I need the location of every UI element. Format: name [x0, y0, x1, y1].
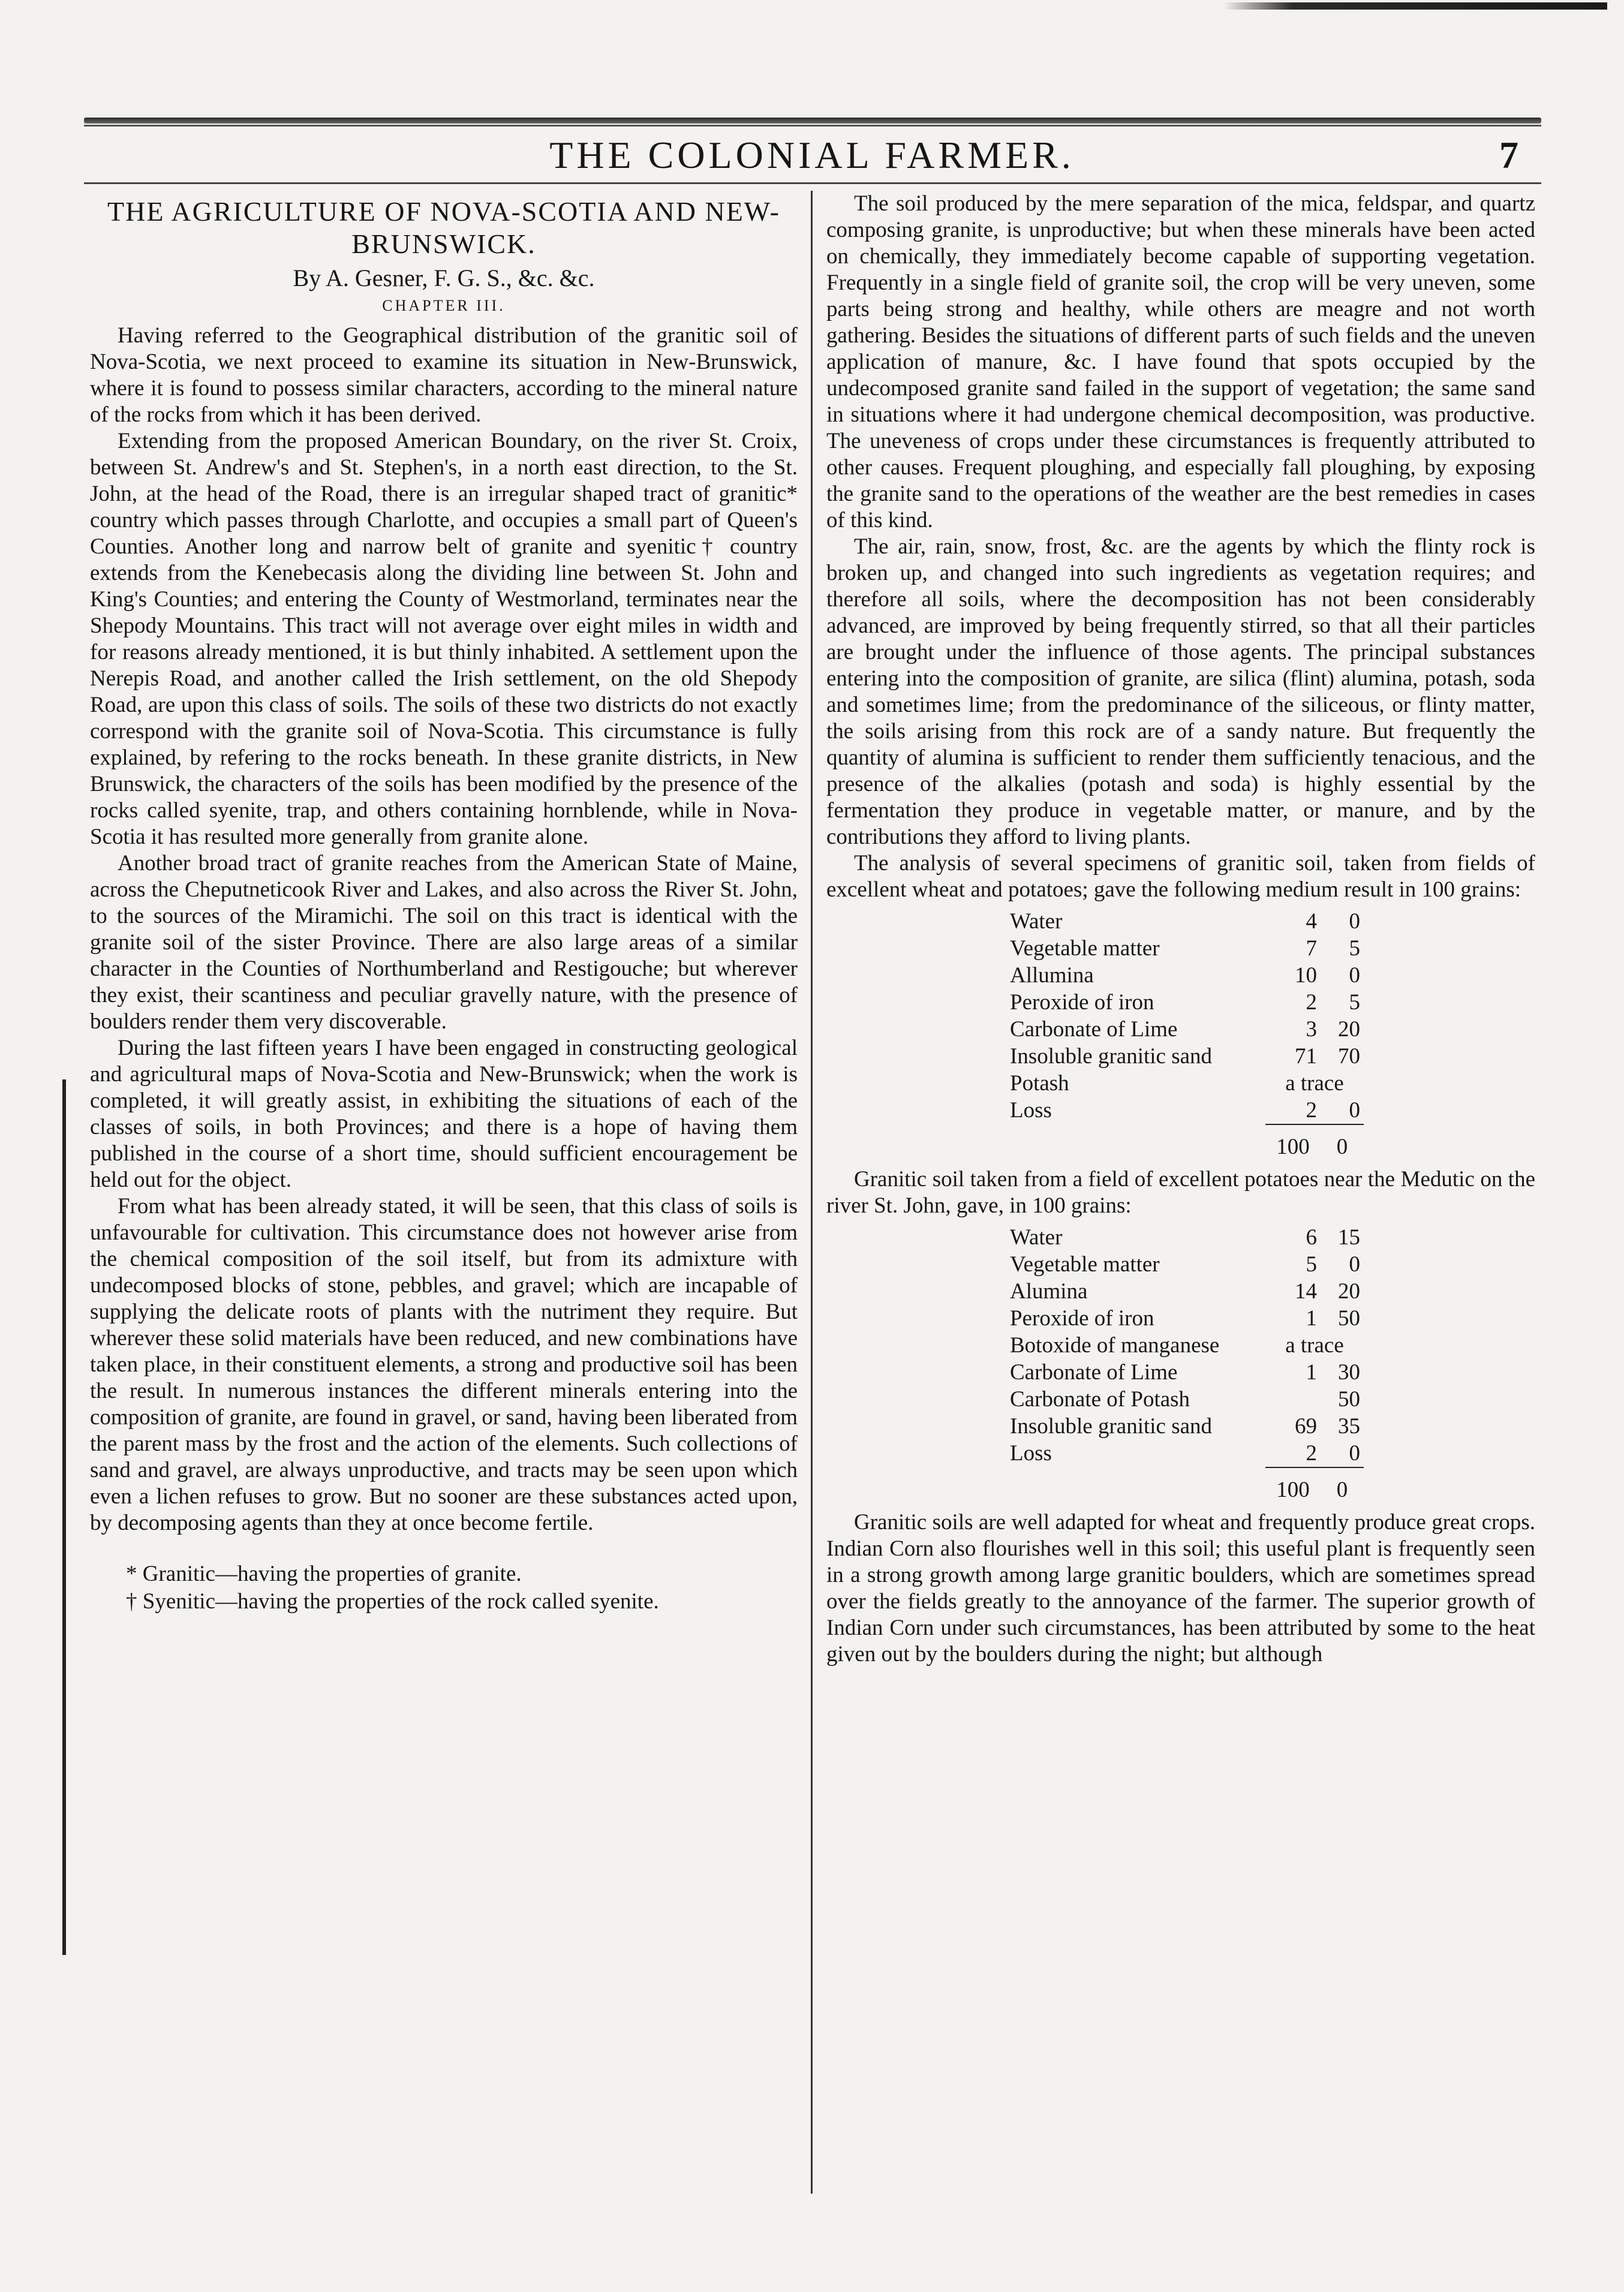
table1-intro: The analysis of several specimens of granitic soil, taken from fields of excellent wheat and potatoes; gave the following medium result in 100 grains: [826, 851, 1535, 902]
table-row [1006, 1332, 1364, 1359]
column-divider [811, 191, 813, 2194]
table-row [1006, 1043, 1364, 1070]
total-row [1006, 1467, 1364, 1503]
total-value: 100 [1265, 1467, 1321, 1503]
table-row [1006, 935, 1364, 962]
table-row [1006, 989, 1364, 1016]
value-cell: 1 [1306, 1360, 1317, 1385]
table-row [1006, 1097, 1364, 1124]
blank-cell [1006, 1467, 1265, 1503]
page-number: 7 [1499, 134, 1518, 176]
total-fraction: 0 [1321, 1124, 1364, 1160]
byline: By A. Gesner, F. G. S., &c. &c. [293, 264, 595, 291]
table-row [1006, 1305, 1364, 1332]
value-cell: 2 [1306, 990, 1317, 1015]
table2-intro: Granitic soil taken from a field of excellent potatoes near the Medutic on the river St. John, gave, in 100 grains: [826, 1167, 1535, 1218]
header-rule-top [84, 118, 1541, 124]
table-row [1006, 908, 1364, 935]
fraction-cell: 15 [1338, 1225, 1360, 1250]
footnotes [90, 1560, 798, 1616]
fraction-cell: 0 [1349, 1441, 1360, 1466]
substance-cell: Insoluble granitic sand [1010, 1044, 1213, 1069]
fraction-cell: 5 [1349, 936, 1360, 961]
fraction-cell: 0 [1349, 909, 1360, 934]
total-value: 100 [1265, 1124, 1321, 1160]
substance-cell: Loss [1010, 1441, 1052, 1466]
blank-cell [1006, 1124, 1265, 1160]
substance-cell: Water [1010, 909, 1063, 934]
closing-paragraph: Granitic soils are well adapted for wheat and frequently produce great crops. Indian Corn also flourishes well in this soil; this useful plant is frequently seen in a strong growth among large granitic boulders, which are sometimes spread over the fields greatly to the annoyance of the farmer. The superior growth of Indian Corn under such circumstances, has been attributed by some to the heat given out by the boulders during the night; but although [826, 1510, 1535, 1667]
paragraph: Having referred to the Geographical distribution of the granitic soil of Nova-Scotia, we next proceed to examine its situation in New-Brunswick, where it is found to possess similar characters, according to the mineral nature of the rocks from which it has been derived. [90, 323, 798, 427]
article-title: THE AGRICULTURE OF NOVA-SCOTIA AND NEW-BRUNSWICK. [107, 196, 780, 259]
value-cell: 6 [1306, 1225, 1317, 1250]
analysis-table-1 [1006, 908, 1364, 1160]
value-cell: 3 [1306, 1017, 1317, 1042]
value-cell [1265, 1386, 1321, 1413]
substance-cell: Vegetable matter [1010, 936, 1160, 961]
fraction-cell: 35 [1338, 1414, 1360, 1439]
table-row [1006, 1224, 1364, 1251]
substance-cell: Potash [1010, 1071, 1069, 1096]
value-cell: 14 [1295, 1279, 1317, 1304]
running-title: THE COLONIAL FARMER. [549, 134, 1075, 176]
substance-cell: Loss [1010, 1098, 1052, 1123]
substance-cell: Vegetable matter [1010, 1252, 1160, 1277]
substance-cell: Alumina [1010, 1279, 1088, 1304]
substance-cell: Peroxide of iron [1010, 1306, 1154, 1331]
table-row [1006, 1070, 1364, 1097]
analysis-table-2 [1006, 1224, 1364, 1503]
paragraph: Another broad tract of granite reaches from the American State of Maine, across the Cheputneticook River and Lakes, and also across the River St. John, to the sources of the Miramichi. The soil on this tract is identical with the granite soil of the sister Province. There are also large areas of a similar character in the Counties of Northumberland and Restigouche; but wherever they exist, their scantiness and peculiar gravelly nature, with the presence of boulders render them very discoverable. [90, 851, 798, 1034]
table-row [1006, 1251, 1364, 1278]
paragraph: The soil produced by the mere separation of the mica, feldspar, and quartz composing granite, is unproductive; but when these minerals have been acted on chemically, they immediately become capable of supporting vegetation. Frequently in a single field of granite soil, the crop will be very uneven, some parts being strong and healthy, while others are meagre and not worth gathering. Besides the situations of different parts of such fields and the uneven application of manure, &c. I have found that spots occupied by the undecomposed granite sand failed in the support of vegetation; the same sand in situations where it had undergone chemical decomposition, was productive. The uneveness of crops under these circumstances is frequently attributed to other causes. Frequent ploughing, and especially fall ploughing, by exposing the granite sand to the operations of the weather are the best remedies in cases of this kind. [826, 191, 1535, 533]
value-cell: 71 [1295, 1044, 1317, 1069]
paragraph: During the last fifteen years I have been engaged in constructing geological and agricultural maps of Nova-Scotia and New-Brunswick; when the work is completed, it will greatly assist, in exhibiting the situations of each of the classes of soils, in both Provinces; and there is a hope of having them published in the course of a short time, should sufficient encouragement be held out for the object. [90, 1036, 798, 1192]
footnote: * Granitic—having the properties of granite. [126, 1562, 522, 1586]
left-column [90, 191, 798, 1616]
trace-cell: a trace [1285, 1333, 1344, 1358]
fraction-cell: 70 [1338, 1044, 1360, 1069]
table-row [1006, 962, 1364, 989]
fraction-cell: 0 [1349, 1252, 1360, 1277]
paragraph: From what has been already stated, it will be seen, that this class of soils is unfavourable for cultivation. This circumstance does not however arise from the chemical composition of the soil itself, but from its admixture with undecomposed blocks of stone, pebbles, and gravel; which are incapable of supplying the delicate roots of plants with the nutriment they require. But wherever these solid materials have been reduced, and new combinations have taken place, in their constituent elements, a strong and productive soil has been the result. In numerous instances the different minerals entering into the composition of granite, are found in gravel, or sand, having been liberated from the parent mass by the frost and the action of the elements. Such collections of sand and gravel, are always unproductive, and tracts may be seen upon which even a lichen refuses to grow. But no sooner are these substances acted upon, by decomposing agents than they at once become fertile. [90, 1194, 798, 1535]
header-rule-bottom [84, 182, 1541, 184]
substance-cell: Water [1010, 1225, 1063, 1250]
total-row [1006, 1124, 1364, 1160]
paragraph: Extending from the proposed American Boundary, on the river St. Croix, between St. Andrew's and St. Stephen's, in a north east direction, to the St. John, at the head of the Road, there is an irregular shaped tract of granitic* country which passes through Charlotte, and occupies a small part of Queen's Counties. Another long and narrow belt of granite and syenitic† country extends from the Kenebecasis along the dividing line between St. John and King's Counties; and entering the County of Westmorland, terminates near the Shepody Mountains. This tract will not average over eight miles in width and for reasons already mentioned, it is but thinly inhabited. A settlement upon the Nerepis Road, and another called the Irish settlement, on the old Shepody Road, are upon this class of soils. The soils of these two districts do not exactly correspond with the granite soil of Nova-Scotia. This circumstance is fully explained, by refering to the rocks beneath. In these granite districts, in New Brunswick, the characters of the soils has been modified by the presence of the rocks called syenite, trap, and others containing hornblende, while in Nova-Scotia it has resulted more generally from granite alone. [90, 429, 798, 849]
fraction-cell: 50 [1338, 1306, 1360, 1331]
substance-cell: Insoluble granitic sand [1010, 1414, 1213, 1439]
header-rule-thin [84, 125, 1541, 127]
trace-cell: a trace [1285, 1071, 1344, 1096]
value-cell: 10 [1295, 963, 1317, 988]
table-row [1006, 1278, 1364, 1305]
fraction-cell: 30 [1338, 1360, 1360, 1385]
footnote: † Syenitic—having the properties of the rock called syenite. [126, 1589, 659, 1614]
value-cell: 4 [1306, 909, 1317, 934]
table-row [1006, 1016, 1364, 1043]
table-row [1006, 1440, 1364, 1467]
substance-cell: Botoxide of manganese [1010, 1333, 1220, 1358]
value-cell: 5 [1306, 1252, 1317, 1277]
fraction-cell: 0 [1349, 963, 1360, 988]
substance-cell: Allumina [1010, 963, 1094, 988]
table-row [1006, 1386, 1364, 1413]
paragraph: The air, rain, snow, frost, &c. are the agents by which the flinty rock is broken up, and changed into such ingredients as vegetation requires; and therefore all soils, where the decomposition has not been considerably advanced, are improved by being frequently stirred, so that all their particles are brought under the influence of those agents. The principal substances entering into the composition of granite, are silica (flint) alumina, potash, soda and sometimes lime; from the predominance of the siliceous, or flinty matter, the soils arising from this rock are of a sandy nature. But frequently the quantity of alumina is sufficient to render them sufficiently tenacious, and the presence of the alkalies (potash and soda) is highly essential by the fermentation they produce in vegetable matter, or manure, and by the contributions they afford to living plants. [826, 534, 1535, 849]
table-row [1006, 1359, 1364, 1386]
corner-rule [1223, 2, 1607, 10]
total-fraction: 0 [1321, 1467, 1364, 1503]
value-cell: 7 [1306, 936, 1317, 961]
value-cell: 2 [1306, 1098, 1317, 1123]
margin-mark [62, 1079, 66, 1955]
substance-cell: Carbonate of Lime [1010, 1360, 1178, 1385]
fraction-cell: 20 [1338, 1279, 1360, 1304]
substance-cell: Carbonate of Potash [1010, 1387, 1190, 1412]
value-cell: 2 [1306, 1441, 1317, 1466]
table-row [1006, 1413, 1364, 1440]
right-column [826, 191, 1535, 1668]
value-cell: 1 [1306, 1306, 1317, 1331]
fraction-cell: 20 [1338, 1017, 1360, 1042]
substance-cell: Peroxide of iron [1010, 990, 1154, 1015]
value-cell: 69 [1295, 1414, 1317, 1439]
chapter-heading: CHAPTER III. [382, 297, 506, 314]
fraction-cell: 50 [1338, 1387, 1360, 1412]
fraction-cell: 0 [1349, 1098, 1360, 1123]
fraction-cell: 5 [1349, 990, 1360, 1015]
substance-cell: Carbonate of Lime [1010, 1017, 1178, 1042]
